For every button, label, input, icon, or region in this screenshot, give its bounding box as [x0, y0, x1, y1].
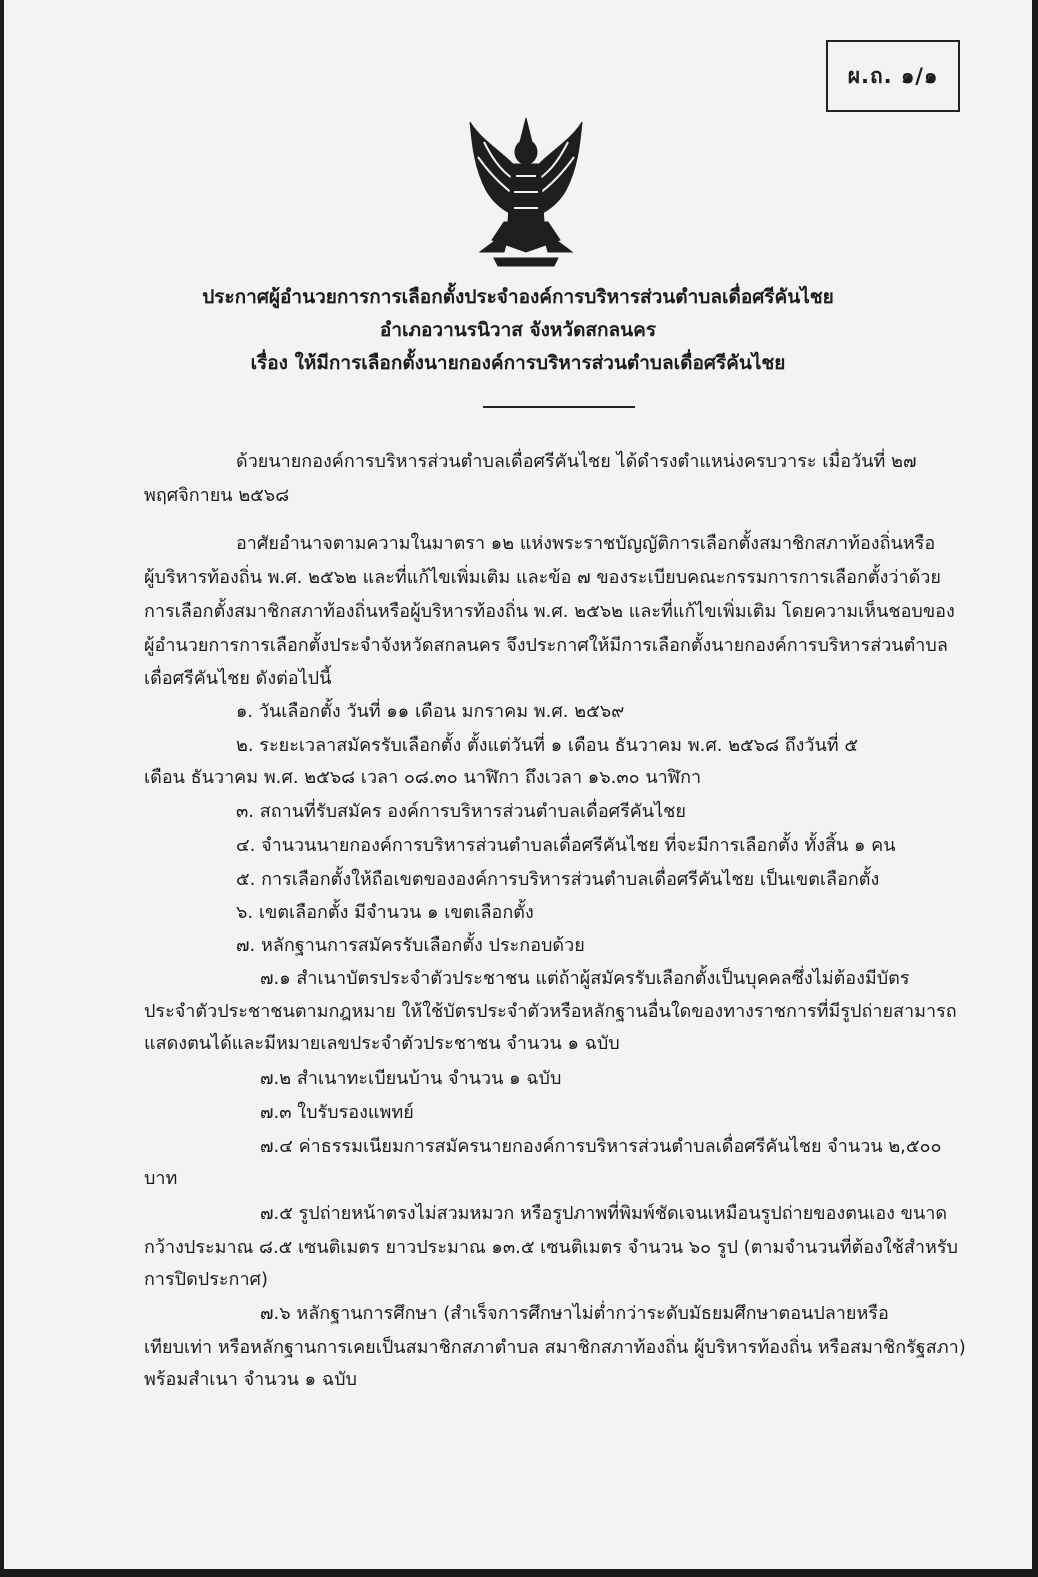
sub-item-7-6: ๗.๖ หลักฐานการศึกษา (สำเร็จการศึกษาไม่ต่ำกว่าระดับมัธยมศึกษาตอนปลายหรือ — [260, 1303, 889, 1324]
item-5: ๕. การเลือกตั้งให้ถือเขตขององค์การบริหารส่วนตำบลเดื่อศรีคันไชย เป็นเขตเลือกตั้ง — [236, 869, 880, 890]
sub-item-7-5-cont: กว้างประมาณ ๘.๕ เซนติเมตร ยาวประมาณ ๑๓.๕ เซนติเมตร จำนวน ๖๐ รูป (ตามจำนวนที่ต้องใช้สำหรับ — [144, 1237, 958, 1258]
sub-item-7-6-cont: เทียบเท่า หรือหลักฐานการเคยเป็นสมาชิกสภาตำบล สมาชิกสภาท้องถิ่น ผู้บริหารท้องถิ่น หรือสมาชิกรัฐสภา) — [144, 1337, 966, 1358]
para2-line: เดื่อศรีคันไชย ดังต่อไปนี้ — [144, 668, 332, 689]
para2-line: ผู้บริหารท้องถิ่น พ.ศ. ๒๕๖๒ และที่แก้ไขเพิ่มเติม และข้อ ๗ ของระเบียบคณะกรรมการการเลือกตั้งว่าด้วย — [144, 567, 941, 588]
sub-item-7-1-cont: ประจำตัวประชาชนตามกฎหมาย ให้ใช้บัตรประจำตัวหรือหลักฐานอื่นใดของทางราชการที่มีรูปถ่ายสามารถ — [144, 1001, 957, 1022]
document-page — [4, 0, 1032, 1569]
sub-item-7-3: ๗.๓ ใบรับรองแพทย์ — [260, 1102, 414, 1123]
sub-item-7-1-cont: แสดงตนได้และมีหมายเลขประจำตัวประชาชน จำนวน ๑ ฉบับ — [144, 1033, 620, 1054]
sub-item-7-4: ๗.๔ ค่าธรรมเนียมการสมัครนายกองค์การบริหารส่วนตำบลเดื่อศรีคันไชย จำนวน ๒,๕๐๐ — [260, 1136, 942, 1157]
title-divider — [483, 406, 635, 408]
sub-item-7-5: ๗.๕ รูปถ่ายหน้าตรงไม่สวมหมวก หรือรูปภาพที่พิมพ์ชัดเจนเหมือนรูปถ่ายของตนเอง ขนาด — [260, 1203, 948, 1224]
document-code: ผ.ถ. ๑/๑ — [847, 63, 939, 88]
item-7: ๗. หลักฐานการสมัครรับเลือกตั้ง ประกอบด้วย — [236, 935, 585, 956]
item-4: ๔. จำนวนนายกองค์การบริหารส่วนตำบลเดื่อศรีคันไชย ที่จะมีการเลือกตั้ง ทั้งสิ้น ๑ คน — [236, 835, 896, 856]
sub-item-7-6-cont: พร้อมสำเนา จำนวน ๑ ฉบับ — [144, 1369, 357, 1390]
para1-line: ด้วยนายกองค์การบริหารส่วนตำบลเดื่อศรีคันไชย ได้ดำรงตำแหน่งครบวาระ เมื่อวันที่ ๒๗ — [236, 451, 917, 472]
sub-item-7-2: ๗.๒ สำเนาทะเบียนบ้าน จำนวน ๑ ฉบับ — [260, 1068, 562, 1089]
item-1: ๑. วันเลือกตั้ง วันที่ ๑๑ เดือน มกราคม พ.ศ. ๒๕๖๙ — [236, 701, 625, 722]
para2-line: ผู้อำนวยการการเลือกตั้งประจำจังหวัดสกลนคร จึงประกาศให้มีการเลือกตั้งนายกองค์การบริหารส่วนตำบล — [144, 635, 948, 656]
document-code-box — [826, 40, 960, 112]
para1-line: พฤศจิกายน ๒๕๖๘ — [144, 485, 290, 506]
para2-line: อาศัยอำนาจตามความในมาตรา ๑๒ แห่งพระราชบัญญัติการเลือกตั้งสมาชิกสภาท้องถิ่นหรือ — [236, 533, 936, 554]
sub-item-7-1: ๗.๑ สำเนาบัตรประจำตัวประชาชน แต่ถ้าผู้สมัครรับเลือกตั้งเป็นบุคคลซึ่งไม่ต้องมีบัตร — [260, 968, 910, 989]
title-line-1: ประกาศผู้อำนวยการการเลือกตั้งประจำองค์การบริหารส่วนตำบลเดื่อศรีคันไชย — [202, 286, 834, 308]
para2-line: การเลือกตั้งสมาชิกสภาท้องถิ่นหรือผู้บริหารท้องถิ่น พ.ศ. ๒๕๖๒ และที่แก้ไขเพิ่มเติม โดยความเห็นชอบของ — [144, 601, 955, 622]
title-line-2: อำเภอวานรนิวาส จังหวัดสกลนคร — [379, 319, 657, 341]
item-3: ๓. สถานที่รับสมัคร องค์การบริหารส่วนตำบลเดื่อศรีคันไชย — [236, 801, 686, 822]
item-2: ๒. ระยะเวลาสมัครรับเลือกตั้ง ตั้งแต่วันที่ ๑ เดือน ธันวาคม พ.ศ. ๒๕๖๘ ถึงวันที่ ๕ — [236, 735, 859, 756]
sub-item-7-5-cont: การปิดประกาศ) — [144, 1269, 269, 1290]
title-line-3: เรื่อง ให้มีการเลือกตั้งนายกองค์การบริหารส่วนตำบลเดื่อศรีคันไชย — [250, 352, 786, 374]
item-6: ๖. เขตเลือกตั้ง มีจำนวน ๑ เขตเลือกตั้ง — [236, 902, 534, 923]
garuda-emblem-icon — [464, 112, 588, 270]
sub-item-7-4-cont: บาท — [144, 1168, 178, 1189]
item-2-cont: เดือน ธันวาคม พ.ศ. ๒๕๖๘ เวลา ๐๘.๓๐ นาฬิกา ถึงเวลา ๑๖.๓๐ นาฬิกา — [144, 767, 702, 788]
